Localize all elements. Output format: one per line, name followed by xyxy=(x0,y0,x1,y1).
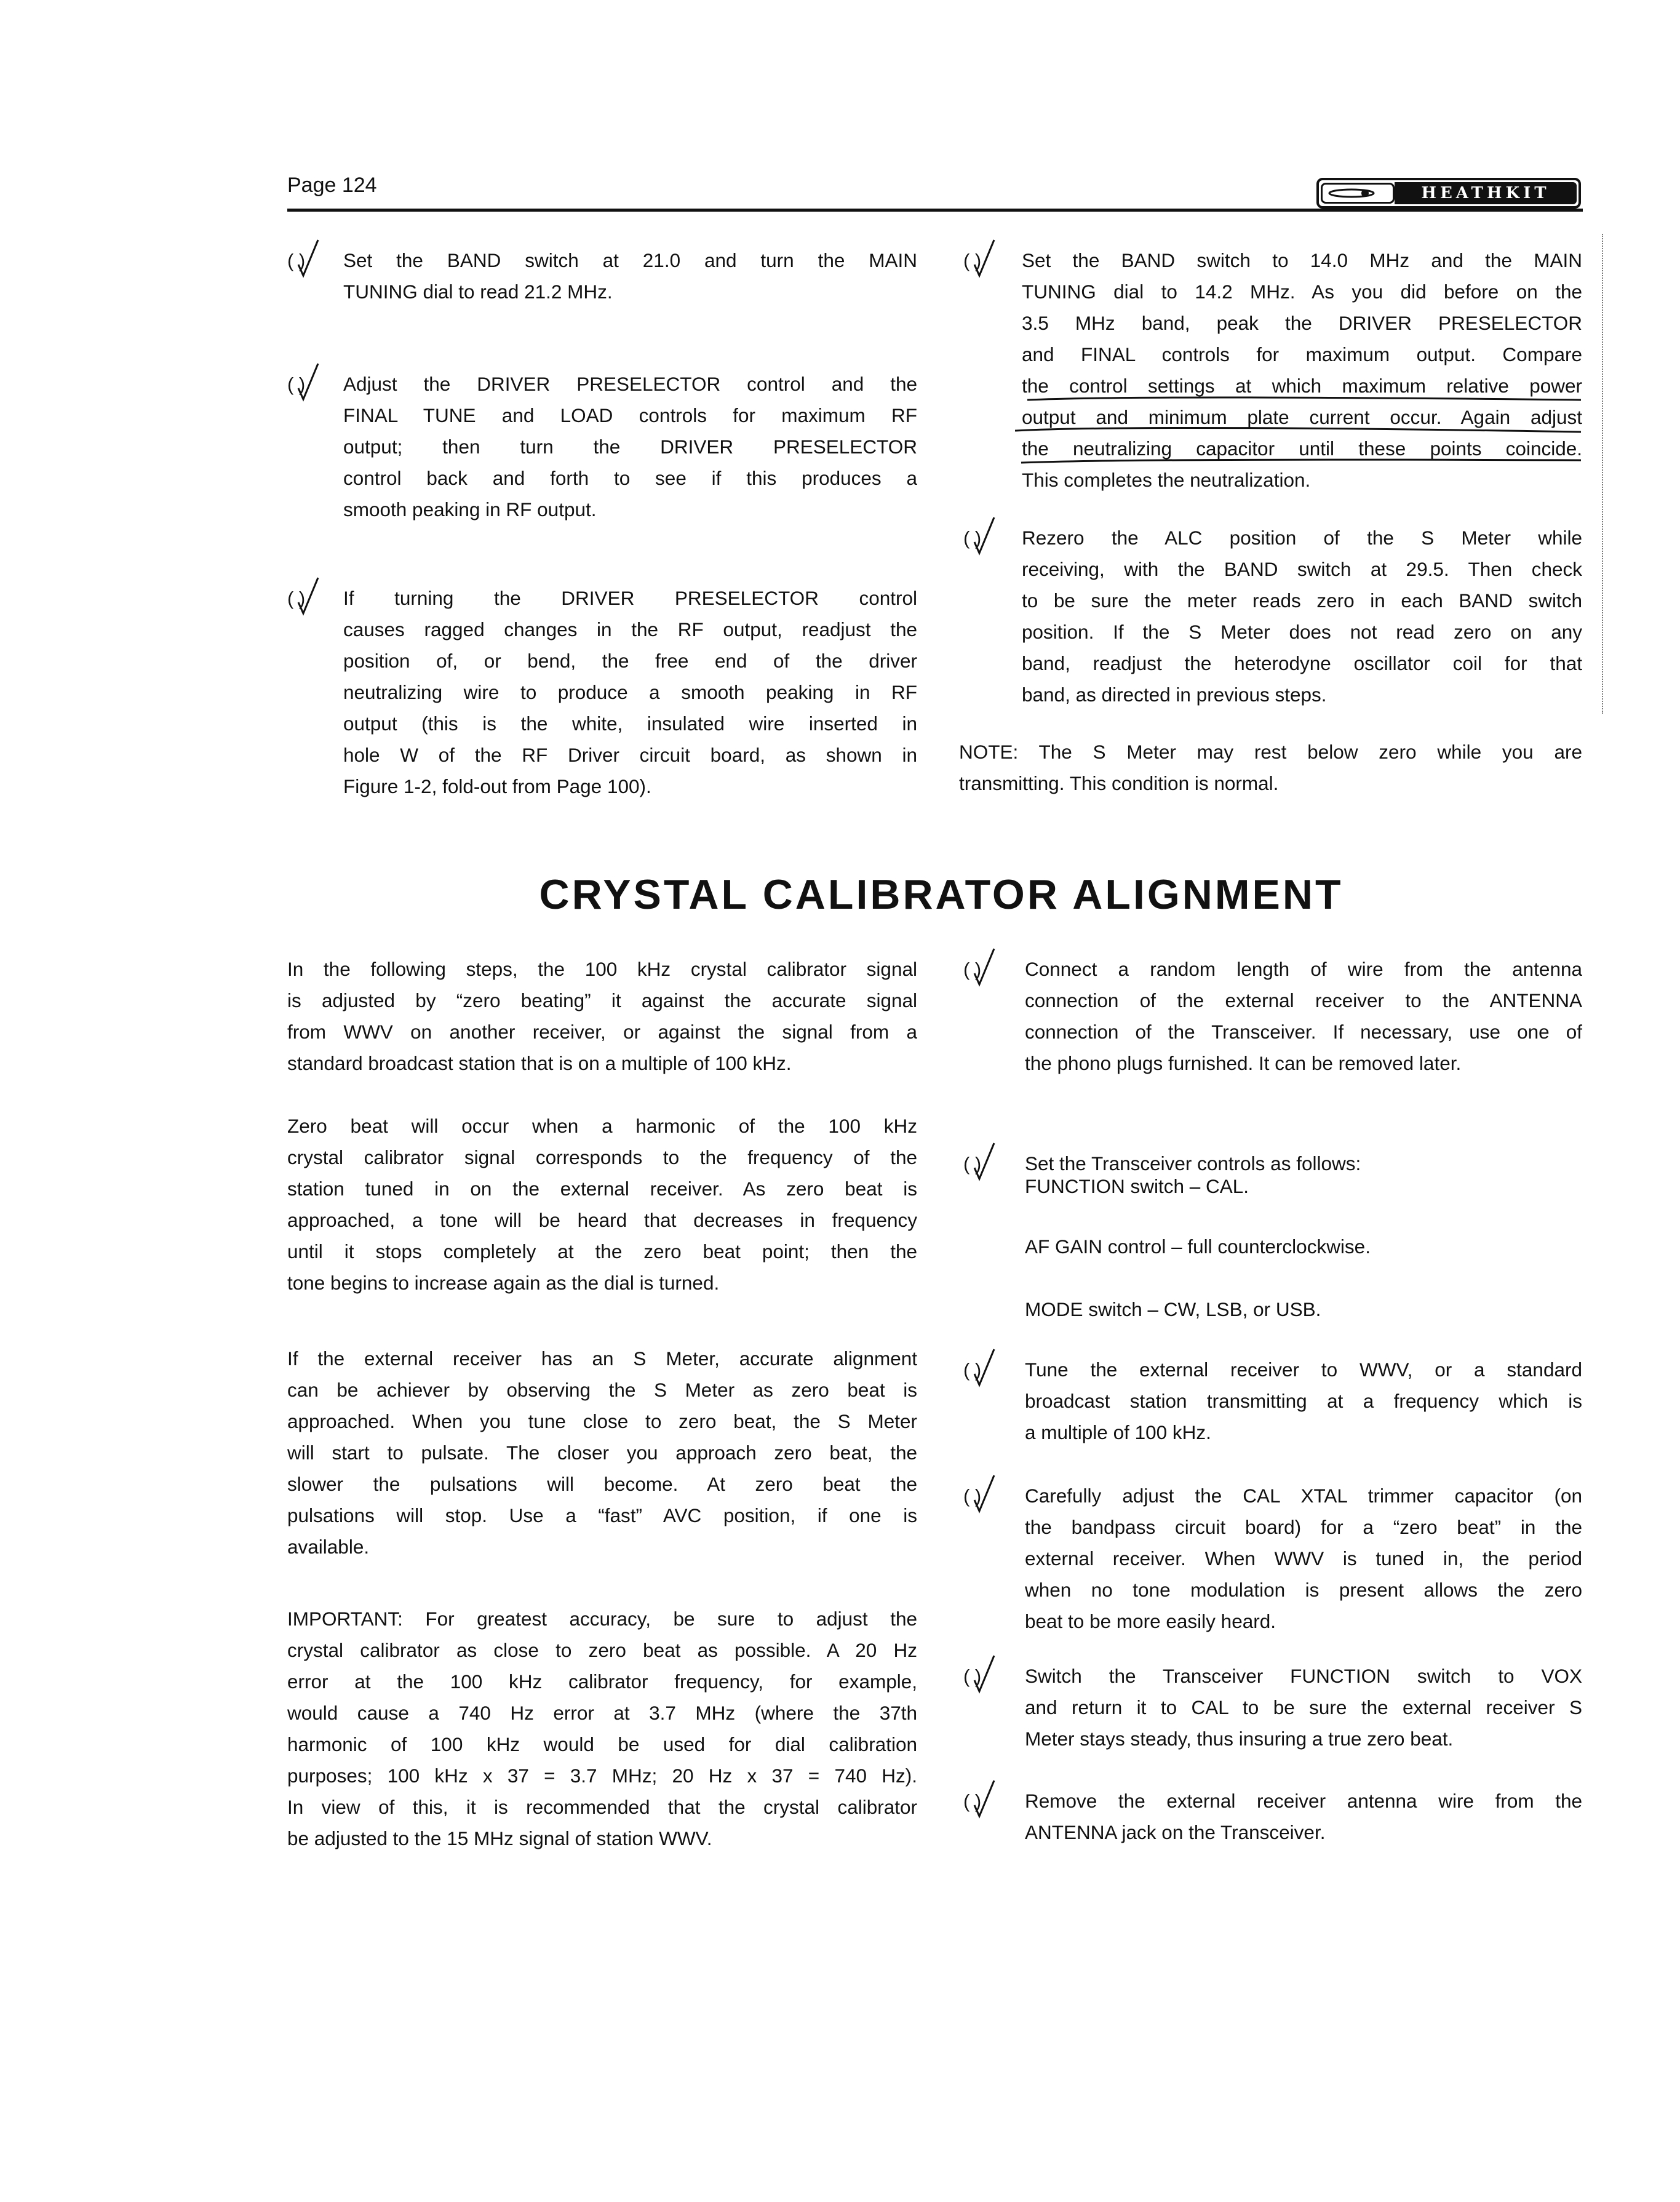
handwritten-check-icon xyxy=(293,575,324,618)
text-line: until it stops completely at the zero beat point; then the xyxy=(287,1240,917,1263)
page-number: Page 124 xyxy=(287,174,377,197)
text-line: and FINAL controls for maximum output. Compare xyxy=(1022,343,1582,365)
handwritten-check-icon xyxy=(969,946,1000,989)
text-line: from WWV on another receiver, or against the signal from a xyxy=(287,1021,917,1043)
text-line: TUNING dial to read 21.2 MHz. xyxy=(343,281,613,303)
text-line: Figure 1-2, fold-out from Page 100). xyxy=(343,775,651,797)
logo-text: HEATHKIT xyxy=(1395,182,1577,204)
paragraph xyxy=(959,736,1582,799)
step-checkbox xyxy=(287,583,305,614)
text-line: connection of the external receiver to the ANTENNA xyxy=(1025,989,1582,1011)
text-line: NOTE: The S Meter may rest below zero while you are xyxy=(959,741,1582,763)
text-line: Connect a random length of wire from the antenna xyxy=(1025,958,1582,980)
handwritten-check-icon xyxy=(293,361,324,404)
text-line: hole W of the RF Driver circuit board, as shown in xyxy=(343,744,917,766)
step-checkbox xyxy=(963,1148,981,1179)
paragraph xyxy=(1025,954,1582,1079)
text-line: tone begins to increase again as the dial is turned. xyxy=(287,1272,720,1294)
text-line: Set the BAND switch at 21.0 and turn the MAIN xyxy=(343,249,917,271)
handwritten-check-icon xyxy=(969,1653,1000,1696)
text-line: connection of the Transceiver. If necessary, use one of xyxy=(1025,1021,1582,1043)
step-checkbox xyxy=(963,1354,981,1386)
text-line: output (this is the white, insulated wire inserted in xyxy=(343,712,917,735)
text-line: TUNING dial to 14.2 MHz. As you did before on the xyxy=(1022,281,1582,303)
text-line: If turning the DRIVER PRESELECTOR control xyxy=(343,587,917,609)
text-line: pulsations will stop. Use a “fast” AVC position, if one is xyxy=(287,1504,917,1526)
control-setting-mode: MODE switch – CW, LSB, or USB. xyxy=(1025,1298,1321,1320)
control-setting-af-gain: AF GAIN control – full counterclockwise. xyxy=(1025,1235,1371,1258)
text-line: be adjusted to the 15 MHz signal of station WWV. xyxy=(287,1827,712,1849)
paragraph xyxy=(287,1343,917,1563)
paragraph xyxy=(287,1603,917,1854)
paragraph xyxy=(343,245,917,308)
text-line: position. If the S Meter does not read zero on any xyxy=(1022,621,1582,643)
paragraph xyxy=(1022,522,1582,711)
text-line: beat to be more easily heard. xyxy=(1025,1610,1276,1632)
text-line: Rezero the ALC position of the S Meter while xyxy=(1022,527,1582,549)
text-line: approached, a tone will be heard that decreases in frequency xyxy=(287,1209,917,1231)
handwritten-check-icon xyxy=(969,1778,1000,1821)
checkbox-parens: ( ) xyxy=(287,373,306,395)
text-line: can be achiever by observing the S Meter as zero beat is xyxy=(287,1379,917,1401)
text-line: the bandpass circuit board) for a “zero beat” in the xyxy=(1025,1516,1582,1538)
step-checkbox xyxy=(963,1661,981,1692)
checkbox-parens: ( ) xyxy=(963,1153,982,1175)
paragraph xyxy=(1025,1480,1582,1637)
text-line: ANTENNA jack on the Transceiver. xyxy=(1025,1821,1326,1843)
handwritten-check-icon xyxy=(969,1473,1000,1516)
section-heading: CRYSTAL CALIBRATOR ALIGNMENT xyxy=(539,871,1344,918)
text-line: a multiple of 100 kHz. xyxy=(1025,1421,1211,1443)
step-checkbox xyxy=(963,522,981,554)
paragraph xyxy=(1025,1661,1582,1755)
step-checkbox xyxy=(963,1785,981,1817)
text-line: external receiver. When WWV is tuned in, the period xyxy=(1025,1547,1582,1570)
text-line: Tune the external receiver to WWV, or a standard xyxy=(1025,1358,1582,1381)
text-line: the phono plugs furnished. It can be removed later. xyxy=(1025,1052,1462,1074)
text-line: Set the BAND switch to 14.0 MHz and the MAIN xyxy=(1022,249,1582,271)
text-line: to be sure the meter reads zero in each BAND switch xyxy=(1022,589,1582,612)
checkbox-parens: ( ) xyxy=(963,959,982,980)
step-checkbox xyxy=(963,245,981,276)
header-rule xyxy=(287,209,1583,212)
text-line: harmonic of 100 kHz would be used for dial calibration xyxy=(287,1733,917,1755)
step-checkbox xyxy=(963,954,981,985)
control-setting-function: FUNCTION switch – CAL. xyxy=(1025,1175,1249,1197)
text-line: This completes the neutralization. xyxy=(1022,469,1311,491)
text-line: 3.5 MHz band, peak the DRIVER PRESELECTOR xyxy=(1022,312,1582,334)
text-line: when no tone modulation is present allows the zero xyxy=(1025,1579,1582,1601)
text-line: Adjust the DRIVER PRESELECTOR control and the xyxy=(343,373,917,395)
checkbox-parens: ( ) xyxy=(287,250,306,271)
paragraph xyxy=(343,369,917,525)
paragraph xyxy=(1025,1785,1582,1848)
text-line: Zero beat will occur when a harmonic of the 100 kHz xyxy=(287,1115,917,1137)
paragraph xyxy=(1025,1354,1582,1448)
text-line: error at the 100 kHz calibrator frequency, for example, xyxy=(287,1670,917,1693)
step-checkbox xyxy=(287,369,305,400)
text-line: Set the Transceiver controls as follows: xyxy=(1025,1152,1361,1175)
text-line: is adjusted by “zero beating” it against the accurate signal xyxy=(287,989,917,1011)
handwritten-check-icon xyxy=(969,1347,1000,1390)
heathkit-logo xyxy=(1316,178,1581,209)
paragraph xyxy=(343,583,917,802)
text-line: Carefully adjust the CAL XTAL trimmer capacitor (on xyxy=(1025,1485,1582,1507)
text-line: receiving, with the BAND switch at 29.5. Then check xyxy=(1022,558,1582,580)
checkbox-parens: ( ) xyxy=(963,1790,982,1812)
checkbox-parens: ( ) xyxy=(963,527,982,549)
text-line: Meter stays steady, thus insuring a true zero beat. xyxy=(1025,1728,1454,1750)
text-line: smooth peaking in RF output. xyxy=(343,498,597,521)
step-checkbox xyxy=(963,1480,981,1512)
text-line: standard broadcast station that is on a multiple of 100 kHz. xyxy=(287,1052,792,1074)
text-line: output; then turn the DRIVER PRESELECTOR xyxy=(343,436,917,458)
text-line: would cause a 740 Hz error at 3.7 MHz (where the 37th xyxy=(287,1702,917,1724)
text-line: station tuned in on the external receiver. As zero beat is xyxy=(287,1178,917,1200)
margin-mark xyxy=(1602,234,1604,714)
text-line: Switch the Transceiver FUNCTION switch to VOX xyxy=(1025,1665,1582,1687)
checkbox-parens: ( ) xyxy=(963,1359,982,1381)
logo-emblem-icon xyxy=(1321,183,1395,204)
text-line: crystal calibrator as close to zero beat as possible. A 20 Hz xyxy=(287,1639,917,1661)
text-line: band, readjust the heterodyne oscillator coil for that xyxy=(1022,652,1582,674)
text-line: broadcast station transmitting at a frequency which is xyxy=(1025,1390,1582,1412)
text-line: position of, or bend, the free end of the driver xyxy=(343,650,917,672)
text-line: output and minimum plate current occur. Again adjust xyxy=(1022,406,1582,428)
text-line: In view of this, it is recommended that the crystal calibrator xyxy=(287,1796,917,1818)
text-line: crystal calibrator signal corresponds to the frequency of the xyxy=(287,1146,917,1168)
checkbox-parens: ( ) xyxy=(963,250,982,271)
paragraph xyxy=(287,954,917,1079)
text-line: IMPORTANT: For greatest accuracy, be sure to adjust the xyxy=(287,1608,917,1630)
text-line: transmitting. This condition is normal. xyxy=(959,772,1279,794)
step-checkbox xyxy=(287,245,305,276)
text-line: and return it to CAL to be sure the external receiver S xyxy=(1025,1696,1582,1718)
text-line: purposes; 100 kHz x 37 = 3.7 MHz; 20 Hz x 37 = 740 Hz). xyxy=(287,1765,917,1787)
text-line: available. xyxy=(287,1536,370,1558)
checkbox-parens: ( ) xyxy=(287,588,306,609)
text-line: Remove the external receiver antenna wire from the xyxy=(1025,1790,1582,1812)
text-line: band, as directed in previous steps. xyxy=(1022,684,1327,706)
text-line: neutralizing wire to produce a smooth peaking in RF xyxy=(343,681,917,703)
checkbox-parens: ( ) xyxy=(963,1665,982,1687)
text-line: the control settings at which maximum relative power xyxy=(1022,375,1582,397)
paragraph xyxy=(287,1111,917,1299)
text-line: In the following steps, the 100 kHz crystal calibrator signal xyxy=(287,958,917,980)
handwritten-check-icon xyxy=(969,515,1000,558)
text-line: slower the pulsations will become. At zero beat the xyxy=(287,1473,917,1495)
text-line: If the external receiver has an S Meter, accurate alignment xyxy=(287,1347,917,1370)
checkbox-parens: ( ) xyxy=(963,1485,982,1507)
handwritten-underlines xyxy=(1015,381,1593,505)
text-line: causes ragged changes in the RF output, readjust the xyxy=(343,618,917,640)
handwritten-check-icon xyxy=(293,237,324,281)
text-line: the neutralizing capacitor until these points coincide. xyxy=(1022,437,1582,460)
handwritten-check-icon xyxy=(969,237,1000,281)
text-line: approached. When you tune close to zero beat, the S Meter xyxy=(287,1410,917,1432)
handwritten-check-icon xyxy=(969,1141,1000,1184)
text-line: FINAL TUNE and LOAD controls for maximum RF xyxy=(343,404,917,426)
text-line: control back and forth to see if this produces a xyxy=(343,467,917,489)
text-line: will start to pulsate. The closer you approach zero beat, the xyxy=(287,1442,917,1464)
